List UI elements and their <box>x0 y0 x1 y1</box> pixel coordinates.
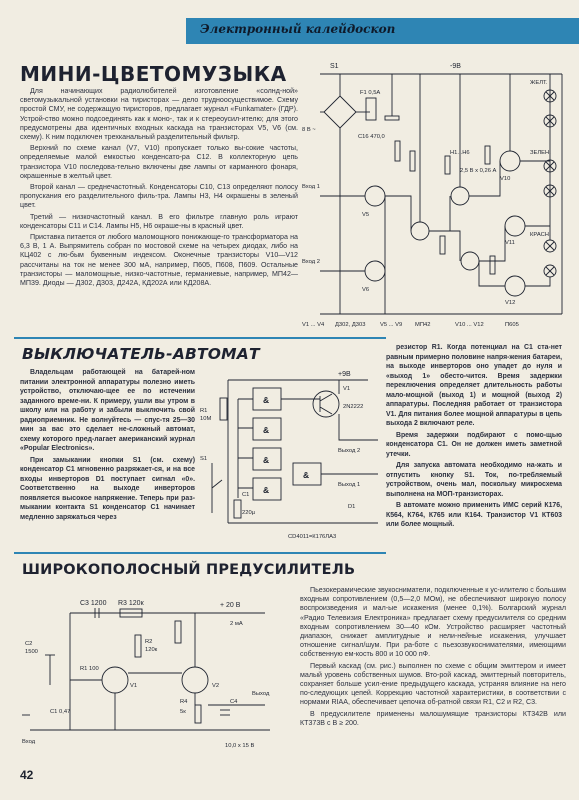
schematic-label: 120к <box>145 647 158 653</box>
schematic-label: V10 ... V12 <box>455 322 484 328</box>
schematic-label: & <box>263 485 270 495</box>
schematic-label: S1 <box>330 63 339 70</box>
section-divider <box>14 552 386 554</box>
schematic-label: 1500 <box>25 649 38 655</box>
schematic-label: Выход 1 <box>338 482 361 488</box>
article3-paragraph: Пьезокерамические звукосниматели, подключенные к ус-илителю с большим входным сопротивлением (0,5—2,0 МОм), не обеспечивают широкую полосу воспроизведения и мал-ые искажения (менее 0,1%). Болгарский журнал «Радио Телевизия Електроника» предлагает схему предусилителя со средним входным сопротивлением 30—40 кОм. Устройство расширяет частотный диапазон, снижает амплитудные и нели-нейные искажения, улучшает отношение сигнал/шум. При ра-боте с пьезозвукоснимателями, имеющими собственную ем-кость 800 и 10 000 пФ. <box>300 586 566 659</box>
article3-title: ШИРОКОПОЛОСНЫЙ ПРЕДУСИЛИТЕЛЬ <box>22 562 356 578</box>
schematic-label: V1 <box>130 683 138 689</box>
schematic-label: & <box>263 425 270 435</box>
article3-paragraph: В предусилителе применены малошумящие транзисторы КТ342В или КТ373В с В ≥ 200. <box>300 709 566 727</box>
schematic-label: 10М <box>200 416 212 422</box>
article3-paragraph: Первый каскад (см. рис.) выполнен по схеме с общим эмиттером и имеет малый уровень собственных шумов. Вто-рой каскад, эмиттерный повторитель, сохраняет больше усил-ение предыдущего каскада, устраняя влияние на него по-следующих цепей. Коррекцию частотной характеристики, в соответствии с нормами RIAA, обеспечивает цепочка об-ратной связи R1, C2 и R2, C3. <box>300 661 566 707</box>
schematic-label: D1 <box>348 504 356 510</box>
schematic-label: V10 <box>500 176 511 182</box>
schematic-label: S1 <box>200 456 208 462</box>
schematic-label: V1 ... V4 <box>302 322 325 328</box>
article2-title: ВЫКЛЮЧАТЕЛЬ-АВТОМАТ <box>22 345 260 363</box>
schematic-label: Выход 2 <box>338 448 361 454</box>
header-title: Электронный калейдоскоп <box>200 22 396 36</box>
article2-paragraph: В автомате можно применить ИМС серий К176, К564, К764, К765 или К164. Транзистор V1 КТ603 или более мощный. <box>386 502 562 528</box>
article1-paragraph: Для начинающих радиолюбителей изготовление «солнд-ной» светомузыкальной установки на тиристорах — дело трудноосуществимое. Схему простой СМУ, не содержащую тиристоров, предлагает журнал «Funkamater» (ГДР). Устрой-ство можно подсоединять как к моно-, так и к стереоусил-ителю; для этого предусмотрены два идентичных входных каскада на транзисторах V5, V6 (см. схему). К ним подключен трехканальный разделительный фильтр. <box>20 87 298 142</box>
schematic-label: C2 <box>25 641 33 647</box>
schematic-label: C16 470,0 <box>358 134 385 140</box>
schematic-label: V5 <box>362 212 370 218</box>
schematic-label: П605 <box>505 322 519 328</box>
schematic-label: F1 0,5A <box>360 90 381 96</box>
article1-paragraph: Верхний по схеме канал (V7, V10) пропускает только вы-сокие частоты, определяемые малой емкостью конденсато-ра C12. В коллекторную цепь транзистора V10 последова-тельно включены две лампы от карманного фонаря, окрашенные в желтый цвет. <box>20 144 298 180</box>
article1-paragraph: Второй канал — среднечастотный. Конденсаторы C10, C13 определяют полосу пропускания его разделительного филь-тра. Лампы H3, H4 окрашены в зеленый цвет. <box>20 183 298 210</box>
schematic-label: & <box>263 395 270 405</box>
schematic-label: 10,0 x 15 В <box>225 743 255 749</box>
colormusic-schematic <box>300 56 572 332</box>
schematic-label: V11 <box>505 240 515 246</box>
article2-paragraph: Для запуска автомата необходимо на-жать и отпустить кнопку S1. Ток, по-требляемый устройством, очень мал, поскольку микросхема выполнена на МОП-транзисторах. <box>386 462 562 498</box>
preamp-schematic <box>20 595 292 755</box>
page-number: 42 <box>20 768 34 782</box>
schematic-label: V1 <box>343 386 351 392</box>
schematic-label: КРАСН. <box>530 232 551 238</box>
schematic-label: Д302, Д303 <box>335 322 366 328</box>
schematic-label: V5 ... V9 <box>380 322 403 328</box>
schematic-label: 8 В ~ <box>302 127 316 133</box>
auto-switch-schematic <box>198 368 384 546</box>
schematic-label: R1 <box>200 408 208 414</box>
article3-body <box>300 586 566 730</box>
schematic-label: +9В <box>338 371 351 378</box>
article2-paragraph: резистор R1. Когда потенциал на C1 ста-нет равным примерно половине напря-жения батареи, на выходе инверторов оно упадет до нуля и «выход 1» обесто-чится. Время задержки переключения определяет длительность работы мало-мощной (выход 1) и мощной (выход 2) аппаратуры. Последняя работает от транзистора V1. Для питания более мощной аппаратуры в цепь выхода 2 включают реле. <box>386 344 562 427</box>
section-divider <box>14 337 386 339</box>
schematic-label: Вход 2 <box>302 259 320 265</box>
schematic-label: ЖЕЛТ. <box>530 80 548 86</box>
schematic-label: C1 <box>242 492 250 498</box>
schematic-label: 2 мА <box>230 621 243 627</box>
schematic-label: R4 <box>180 699 188 705</box>
schematic-label: C3 1200 <box>80 600 107 607</box>
article2-body-right <box>386 343 562 532</box>
schematic-label: Вход <box>22 739 36 745</box>
schematic-label: R1 100 <box>80 666 99 672</box>
schematic-label: Выход <box>252 691 270 697</box>
schematic-label: -9В <box>450 63 461 70</box>
schematic-label: ЗЕЛЕН. <box>530 150 551 156</box>
schematic-label: Вход 1 <box>302 184 320 190</box>
schematic-label: V2 <box>212 683 220 689</box>
article2-paragraph: Время задержки подбирают с помо-щью конденсатора C1. Он не должен иметь заметной утечки. <box>386 431 562 458</box>
schematic-label: CD4011=К176ЛА3 <box>288 534 337 540</box>
schematic-label: R2 <box>145 639 153 645</box>
article1-paragraph: Третий — низкочастотный канал. В его фильтре главную роль играют конденсаторы C11 и C14. Лампы H5, H6 окраше-ны в красный цвет. <box>20 212 298 230</box>
article2-paragraph: Владельцам работающей на батарей-ном питании электронной аппаратуры полезно иметь устройство, отключаю-щее ее по истечении заданного време-ни. К примеру, ушли вы утром в школу или на работу и забыли выключить свой радиоприемник. Не волнуйтесь — спус-тя 25—30 мин за вас это сделает не-сложный автомат, схему которого пред-лагает американский журнал «Popular Electronics». <box>20 369 195 452</box>
schematic-label: V6 <box>362 287 370 293</box>
schematic-label: 2,5 В x 0,26 А <box>460 168 497 174</box>
schematic-label: C4 <box>230 699 238 705</box>
schematic-label: V12 <box>505 300 516 306</box>
schematic-label: 2N2222 <box>343 404 364 410</box>
schematic-label: R3 120к <box>118 600 144 607</box>
schematic-label: + 20 В <box>220 602 241 609</box>
article1-title: МИНИ-ЦВЕТОМУЗЫКА <box>20 62 287 86</box>
schematic-label: C1 0,47 <box>50 709 71 715</box>
schematic-label: & <box>263 455 270 465</box>
article2-body-left <box>20 368 195 524</box>
article1-paragraph: Приставка питается от любого маломощного понижающе-го трансформатора на 6,3 В, 1 А. Выпрямитель собран по мостовой схеме на четырех диодах, либо на КЦ402 с лю-бым буквенным индексом. Оконечные транзисторы V10—V12 рассчитаны на ток не менее 300 мА, например, П605, П608, П609. Остальные транзисторы — маломощные, низко-частотные, германиевые, например, МП42—МП39. Диоды — Д302, Д303, Д242А, КД202А или КД208А. <box>20 233 298 288</box>
article2-paragraph: При замыкании кнопки S1 (см. схему) конденсатор C1 мгновенно разряжает-ся, и на все входы инверторов D1 поступает сигнал «0». Соответственно на выходе инверторов появляется высокое напряжение. Теперь при раз-мыкании контакта S1 конденсатор C1 начинает медленно заряжаться через <box>20 456 195 521</box>
schematic-label: & <box>303 470 310 480</box>
schematic-label: МП42 <box>415 322 431 328</box>
article1-body <box>20 87 298 290</box>
schematic-label: 220µ <box>242 510 256 516</box>
schematic-label: 5к <box>180 709 186 715</box>
schematic-label: H1...H6 <box>450 150 470 156</box>
